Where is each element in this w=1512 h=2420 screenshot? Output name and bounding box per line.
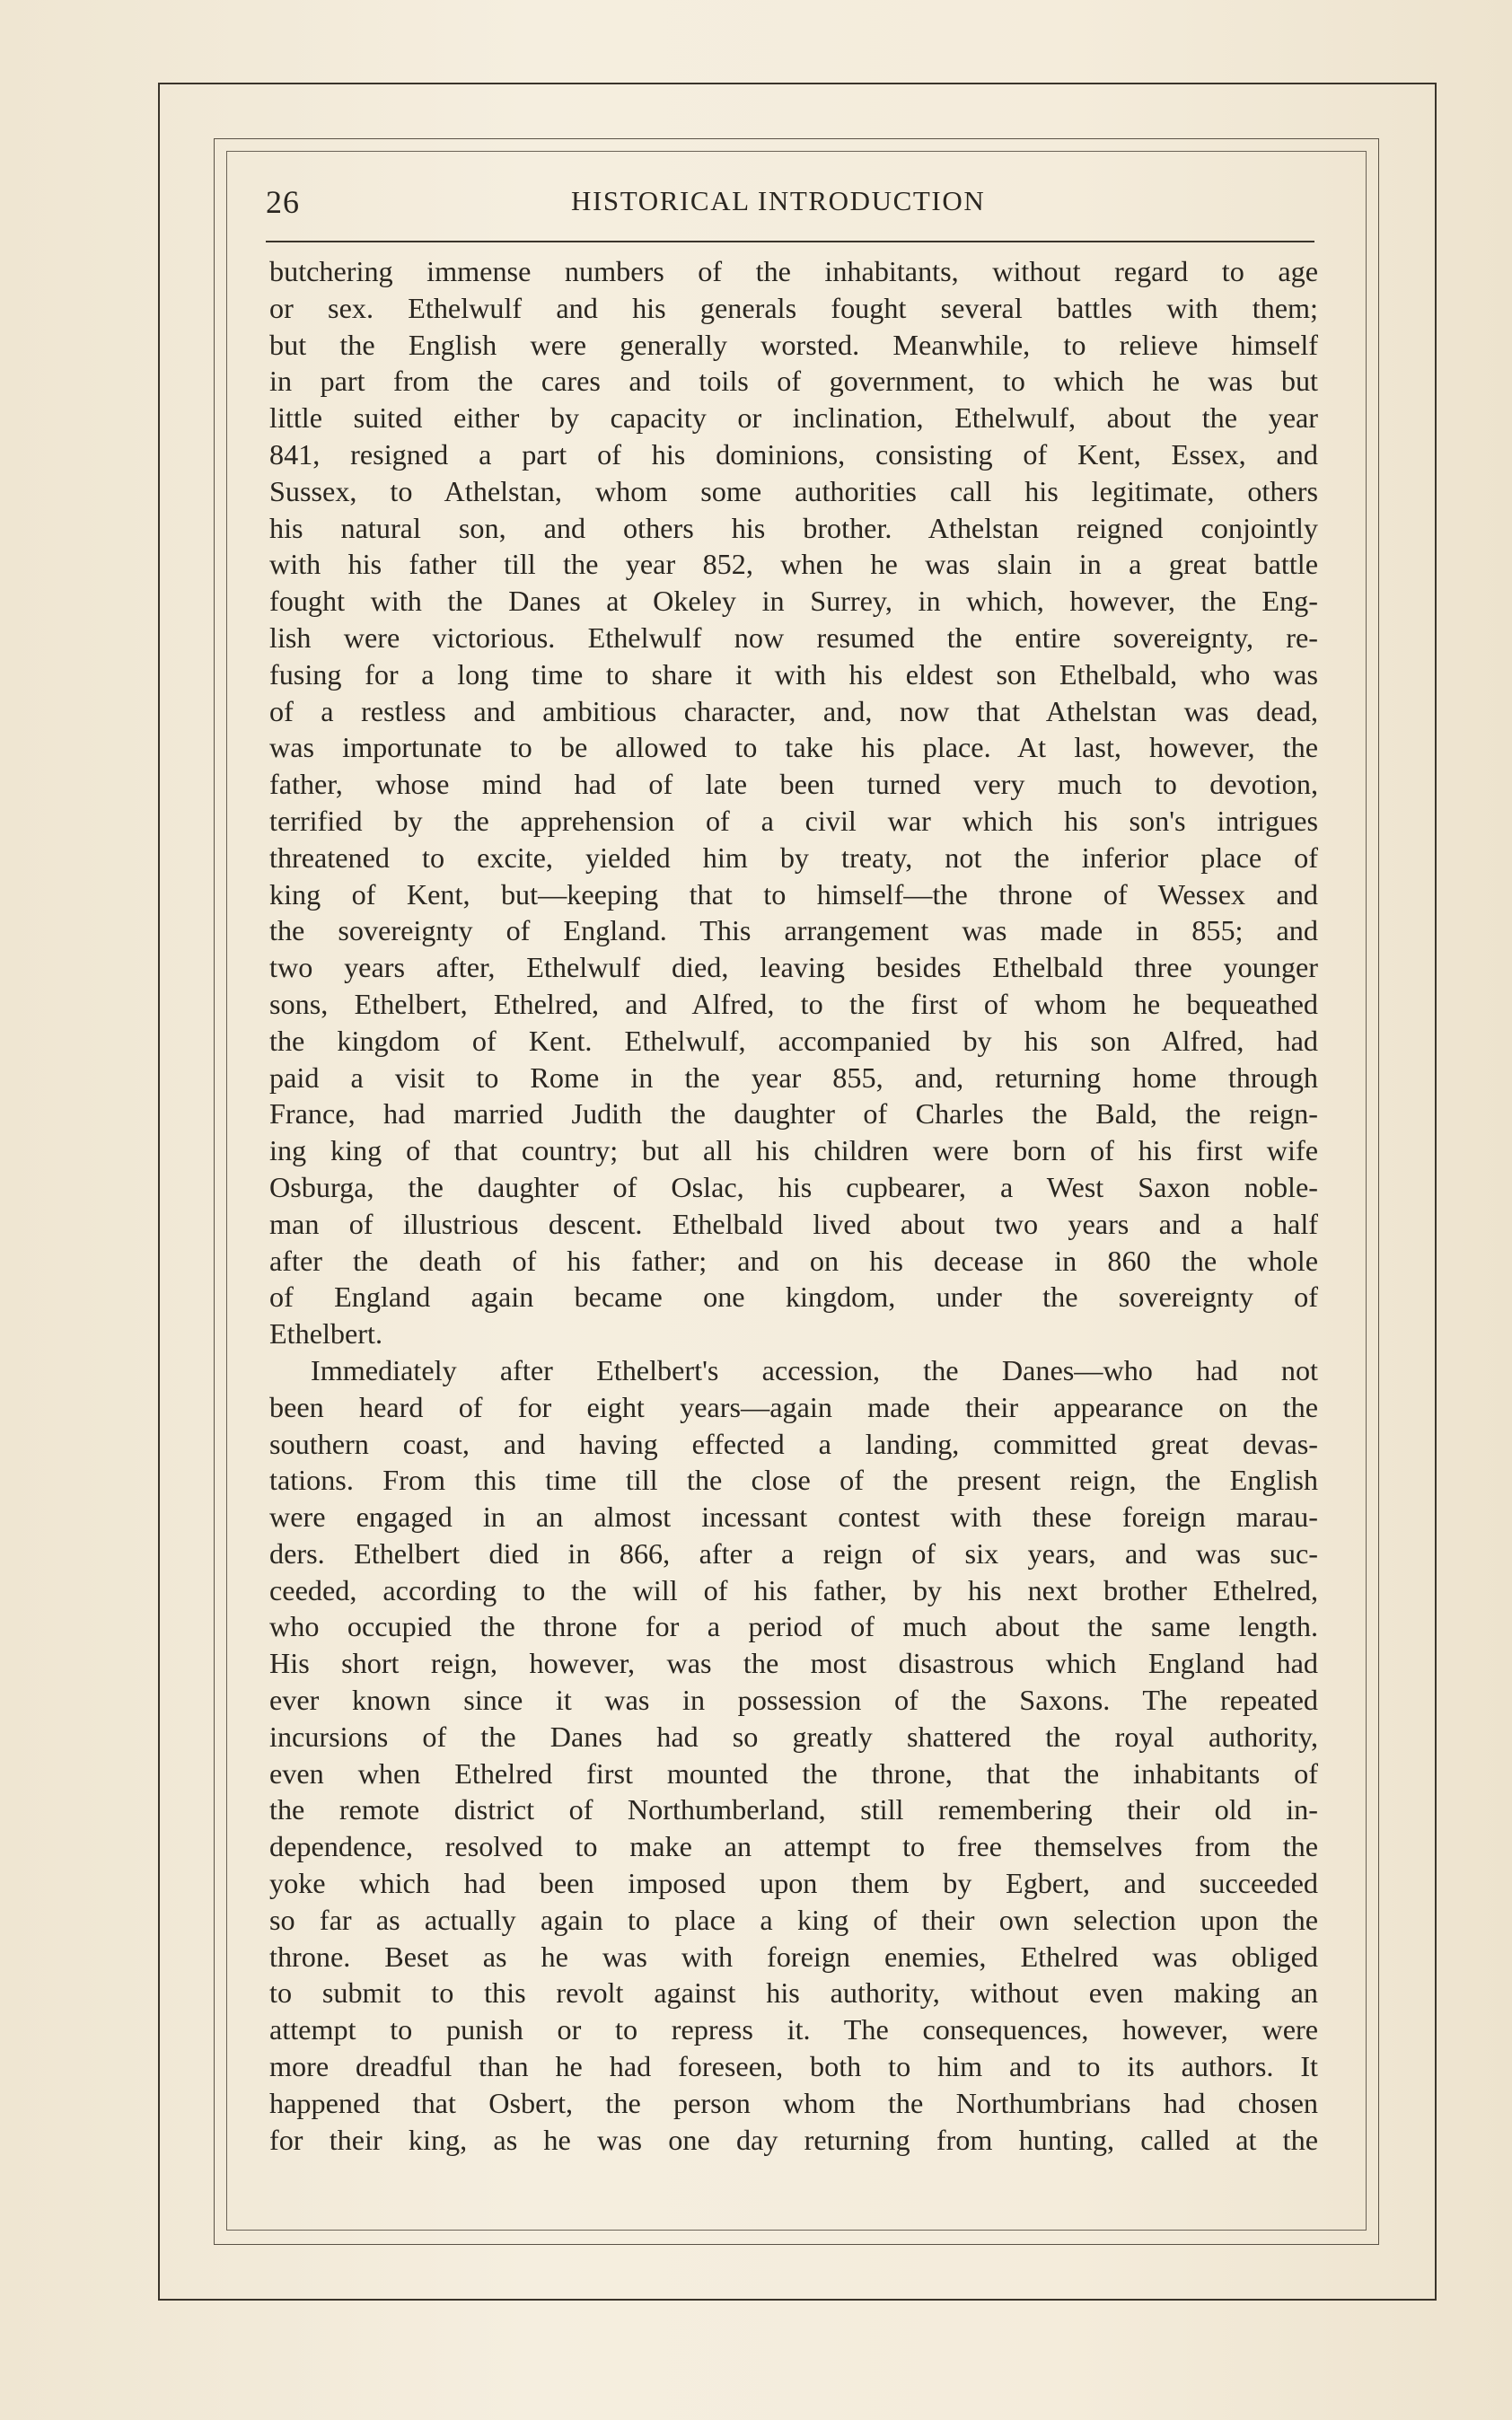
text-line: incursions of the Danes had so greatly shattered the royal authority,	[269, 1720, 1318, 1753]
running-title: HISTORICAL INTRODUCTION	[571, 185, 986, 216]
text-line: Sussex, to Athelstan, whom some authorities call his legitimate, others	[269, 474, 1318, 507]
text-line: was importunate to be allowed to take his place. At last, however, the	[269, 731, 1318, 764]
text-line: father, whose mind had of late been turned very much to devotion,	[269, 768, 1318, 801]
page-number: 26	[266, 184, 300, 220]
text-line: 841, resigned a part of his dominions, consisting of Kent, Essex, and	[269, 437, 1318, 471]
text-line: of England again became one kingdom, under the sovereignty of	[269, 1280, 1318, 1314]
text-line: tations. From this time till the close of the present reign, the English	[269, 1464, 1318, 1497]
text-line: the kingdom of Kent. Ethelwulf, accompanied by his son Alfred, had	[269, 1024, 1318, 1057]
text-line: two years after, Ethelwulf died, leaving besides Ethelbald three younger	[269, 951, 1318, 984]
text-line: but the English were generally worsted. Meanwhile, to relieve himself	[269, 328, 1318, 361]
text-line: His short reign, however, was the most disastrous which England had	[269, 1647, 1318, 1680]
text-line: who occupied the throne for a period of much about the same length.	[269, 1610, 1318, 1643]
text-line: yoke which had been imposed upon them by Egbert, and succeeded	[269, 1867, 1318, 1900]
text-line: lish were victorious. Ethelwulf now resumed the entire sovereignty, re-	[269, 620, 1318, 654]
text-line: dependence, resolved to make an attempt to free themselves from the	[269, 1830, 1318, 1863]
text-line: with his father till the year 852, when he was slain in a great battle	[269, 548, 1318, 581]
text-line: southern coast, and having effected a landing, committed great devas-	[269, 1427, 1318, 1460]
text-line: France, had married Judith the daughter of Charles the Bald, the reign-	[269, 1097, 1318, 1131]
text-line: to submit to this revolt against his authority, without even making an	[269, 1976, 1318, 2010]
text-line: little suited either by capacity or inclination, Ethelwulf, about the year	[269, 401, 1318, 435]
text-line: ing king of that country; but all his children were born of his first wife	[269, 1134, 1318, 1167]
text-line: ders. Ethelbert died in 866, after a reign of six years, and was suc-	[269, 1536, 1318, 1570]
text-line: happened that Osbert, the person whom the Northumbrians had chosen	[269, 2086, 1318, 2119]
text-line: Osburga, the daughter of Oslac, his cupbearer, a West Saxon noble-	[269, 1170, 1318, 1203]
text-line: been heard of for eight years—again made their appearance on the	[269, 1390, 1318, 1423]
text-line: threatened to excite, yielded him by treaty, not the inferior place of	[269, 840, 1318, 874]
text-line: his natural son, and others his brother. Athelstan reigned conjointly	[269, 511, 1318, 544]
text-line: fusing for a long time to share it with his eldest son Ethelbald, who was	[269, 657, 1318, 691]
text-line: Immediately after Ethelbert's accession, the Danes—who had not	[311, 1353, 1318, 1386]
text-line: the sovereignty of England. This arrangement was made in 855; and	[269, 914, 1318, 947]
text-line: more dreadful than he had foreseen, both to him and to its authors. It	[269, 2050, 1318, 2083]
text-line: for their king, as he was one day returning from hunting, called at the	[269, 2123, 1318, 2156]
text-line: Ethelbert.	[269, 1317, 383, 1351]
text-line: so far as actually again to place a king of their own selection upon the	[269, 1903, 1318, 1936]
text-line: throne. Beset as he was with foreign enemies, Ethelred was obliged	[269, 1940, 1318, 1973]
text-line: terrified by the apprehension of a civil war which his son's intrigues	[269, 804, 1318, 837]
text-line: the remote district of Northumberland, still remembering their old in-	[269, 1793, 1318, 1826]
text-line: of a restless and ambitious character, and, now that Athelstan was dead,	[269, 694, 1318, 727]
page-header	[266, 180, 1314, 233]
text-line: paid a visit to Rome in the year 855, and, returning home through	[269, 1060, 1318, 1094]
text-line: king of Kent, but—keeping that to himself—the throne of Wessex and	[269, 877, 1318, 911]
text-line: were engaged in an almost incessant contest with these foreign marau-	[269, 1500, 1318, 1534]
text-line: attempt to punish or to repress it. The consequences, however, were	[269, 2013, 1318, 2046]
text-line: ever known since it was in possession of the Saxons. The repeated	[269, 1684, 1318, 1717]
text-line: or sex. Ethelwulf and his generals fought several battles with them;	[269, 291, 1318, 324]
text-line: ceeded, according to the will of his father, by his next brother Ethelred,	[269, 1573, 1318, 1606]
body-text	[269, 253, 1318, 2158]
text-line: even when Ethelred first mounted the throne, that the inhabitants of	[269, 1756, 1318, 1790]
text-line: butchering immense numbers of the inhabitants, without regard to age	[269, 255, 1318, 287]
text-line: sons, Ethelbert, Ethelred, and Alfred, to the first of whom he bequeathed	[269, 987, 1318, 1020]
text-line: after the death of his father; and on his decease in 860 the whole	[269, 1244, 1318, 1277]
text-line: man of illustrious descent. Ethelbald lived about two years and a half	[269, 1207, 1318, 1240]
text-line: fought with the Danes at Okeley in Surrey, in which, however, the Eng-	[269, 585, 1318, 618]
text-line: in part from the cares and toils of government, to which he was but	[269, 365, 1318, 398]
header-rule	[266, 241, 1314, 242]
